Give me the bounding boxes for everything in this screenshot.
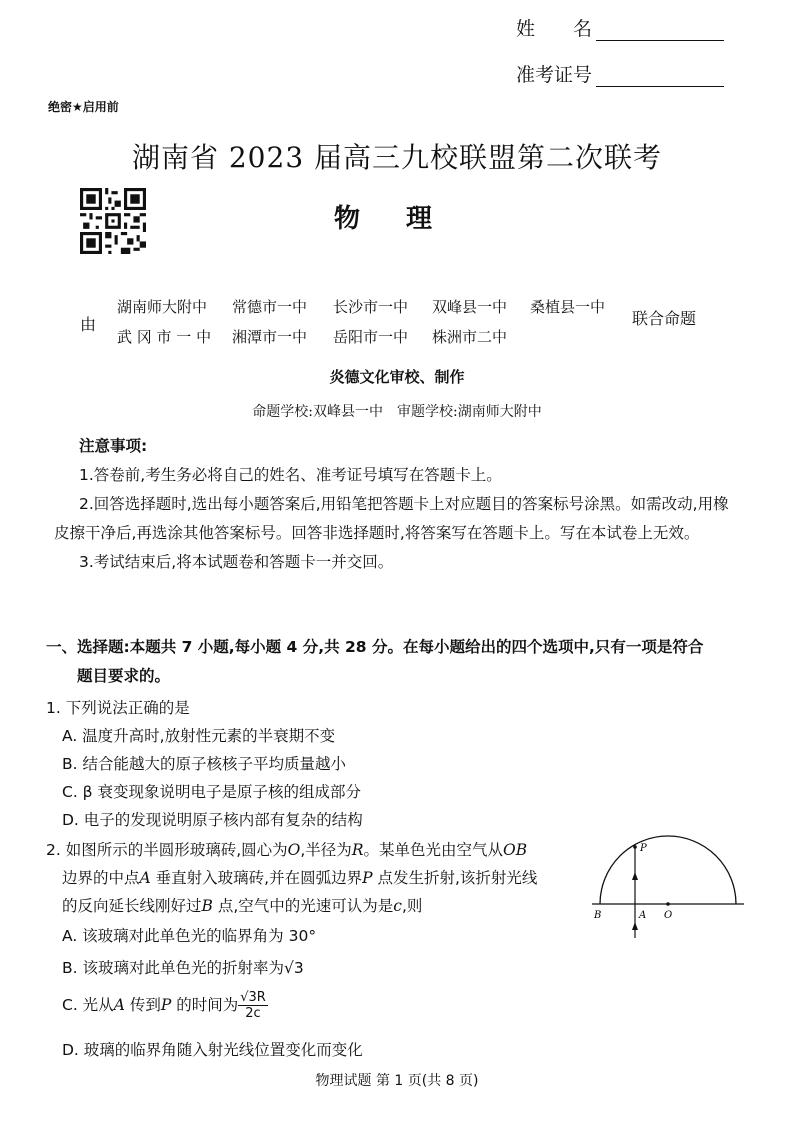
setter-line: 命题学校:双峰县一中 审题学校:湖南师大附中 (252, 404, 542, 420)
exam-title: 湖南省 2023 届高三九校联盟第二次联考 (131, 141, 663, 174)
school-name: 桑植县一中 (530, 298, 606, 316)
school-name: 双峰县一中 (432, 298, 508, 316)
var-a: A (139, 869, 151, 887)
fraction (238, 990, 268, 1021)
question-2-option-c (62, 990, 268, 1021)
school-name: 湖南师大附中 (117, 298, 208, 316)
var-ob: OB (503, 841, 528, 859)
text: B. 该玻璃对此单色光的折射率为 (62, 959, 284, 977)
question-2-stem-line (62, 866, 537, 888)
math-value: √3 (284, 959, 304, 977)
var-b: B (201, 897, 213, 915)
section-heading-line: 一、选择题:本题共 7 小题,每小题 4 分,共 28 分。在每小题给出的四个选项中,只有一项是符合 (46, 638, 704, 656)
notes-heading: 注意事项: (79, 437, 148, 455)
exam-id-label: 准考证号 (516, 64, 593, 86)
point-o (666, 902, 670, 906)
school-name: 常德市一中 (232, 298, 308, 316)
notes-item: 3.考试结束后,将本试题卷和答题卡一并交回。 (79, 553, 394, 571)
glass-arc (600, 836, 736, 904)
section-heading-line: 题目要求的。 (77, 667, 171, 685)
label-b: B (594, 910, 602, 921)
label-p: P (640, 843, 647, 854)
ray-arrow-icon (632, 922, 638, 930)
text: C. 光从 (62, 996, 114, 1014)
text: 边界的中点 (62, 869, 140, 887)
text: ,则 (401, 897, 423, 915)
notes-block (54, 432, 744, 577)
name-label: 姓 名 (516, 18, 593, 40)
text: 点,空气中的光速可认为是 (212, 897, 394, 915)
producer-line: 炎德文化审校、制作 (329, 368, 465, 386)
var-o: O (287, 841, 301, 859)
var-c: c (393, 897, 402, 915)
question-1-stem: 1. 下列说法正确的是 (46, 699, 190, 717)
school-name: 长沙市一中 (333, 298, 409, 316)
text: ,半径为 (300, 841, 352, 859)
text: 的反向延长线刚好过 (62, 897, 202, 915)
school-name: 湘潭市一中 (232, 328, 308, 346)
name-blank-line (596, 18, 724, 41)
numerator: √3R (240, 990, 266, 1005)
question-2-stem-line (46, 838, 527, 860)
text: 垂直射入玻璃砖,并在圆弧边界 (150, 869, 363, 887)
exam-id-blank-line (596, 64, 724, 87)
joint-exam-label: 联合命题 (632, 309, 697, 328)
question-2-option-b (62, 956, 304, 978)
school-name: 株洲市二中 (432, 328, 508, 346)
notes-item: 2.回答选择题时,选出每小题答案后,用铅笔把答题卡上对应题目的答案标号涂黑。如需改动,用橡皮擦干净后,再选涂其他答案标号。回答非选择题时,将答案写在答题卡上。写在本试卷上无效。 (54, 495, 729, 542)
label-o: O (664, 910, 673, 921)
var-p: P (160, 996, 172, 1014)
school-name: 武 冈 市 一 中 (117, 328, 212, 346)
question-2-option-d: D. 玻璃的临界角随入射光线位置变化而变化 (62, 1041, 363, 1059)
name-field (516, 14, 724, 41)
question-2-option-a: A. 该玻璃对此单色光的临界角为 30° (62, 927, 317, 945)
school-name: 岳阳市一中 (333, 328, 409, 346)
var-r: R (351, 841, 364, 859)
semicircle-glass-figure (588, 834, 748, 944)
var-p: P (362, 869, 373, 887)
text: 传到 (124, 996, 161, 1014)
notes-item: 1.答卷前,考生务必将自己的姓名、准考证号填写在答题卡上。 (79, 466, 502, 484)
label-a: A (639, 910, 647, 921)
question-2-stem-line (62, 894, 422, 916)
page-footer: 物理试题 第 1 页(共 8 页) (315, 1073, 479, 1089)
schools-prefix: 由 (80, 315, 97, 334)
point-p (633, 845, 637, 849)
subject-title: 物理 (334, 204, 479, 234)
question-1-option: C. β 衰变现象说明电子是原子核的组成部分 (62, 783, 361, 801)
text: 。某单色光由空气从 (363, 841, 503, 859)
text: 点发生折射,该折射光线 (372, 869, 538, 887)
text: 的时间为 (171, 996, 239, 1014)
var-a: A (113, 996, 125, 1014)
qr-code-icon (80, 188, 146, 254)
secret-mark: 绝密★启用前 (48, 100, 119, 114)
section-heading (46, 633, 746, 691)
text: 2. 如图所示的半圆形玻璃砖,圆心为 (46, 841, 288, 859)
question-1-option: B. 结合能越大的原子核核子平均质量越小 (62, 755, 346, 773)
denominator: 2c (245, 1006, 261, 1021)
exam-id-field (516, 60, 724, 87)
question-1-option: A. 温度升高时,放射性元素的半衰期不变 (62, 727, 336, 745)
ray-arrow-icon (632, 872, 638, 880)
question-1-option: D. 电子的发现说明原子核内部有复杂的结构 (62, 811, 363, 829)
